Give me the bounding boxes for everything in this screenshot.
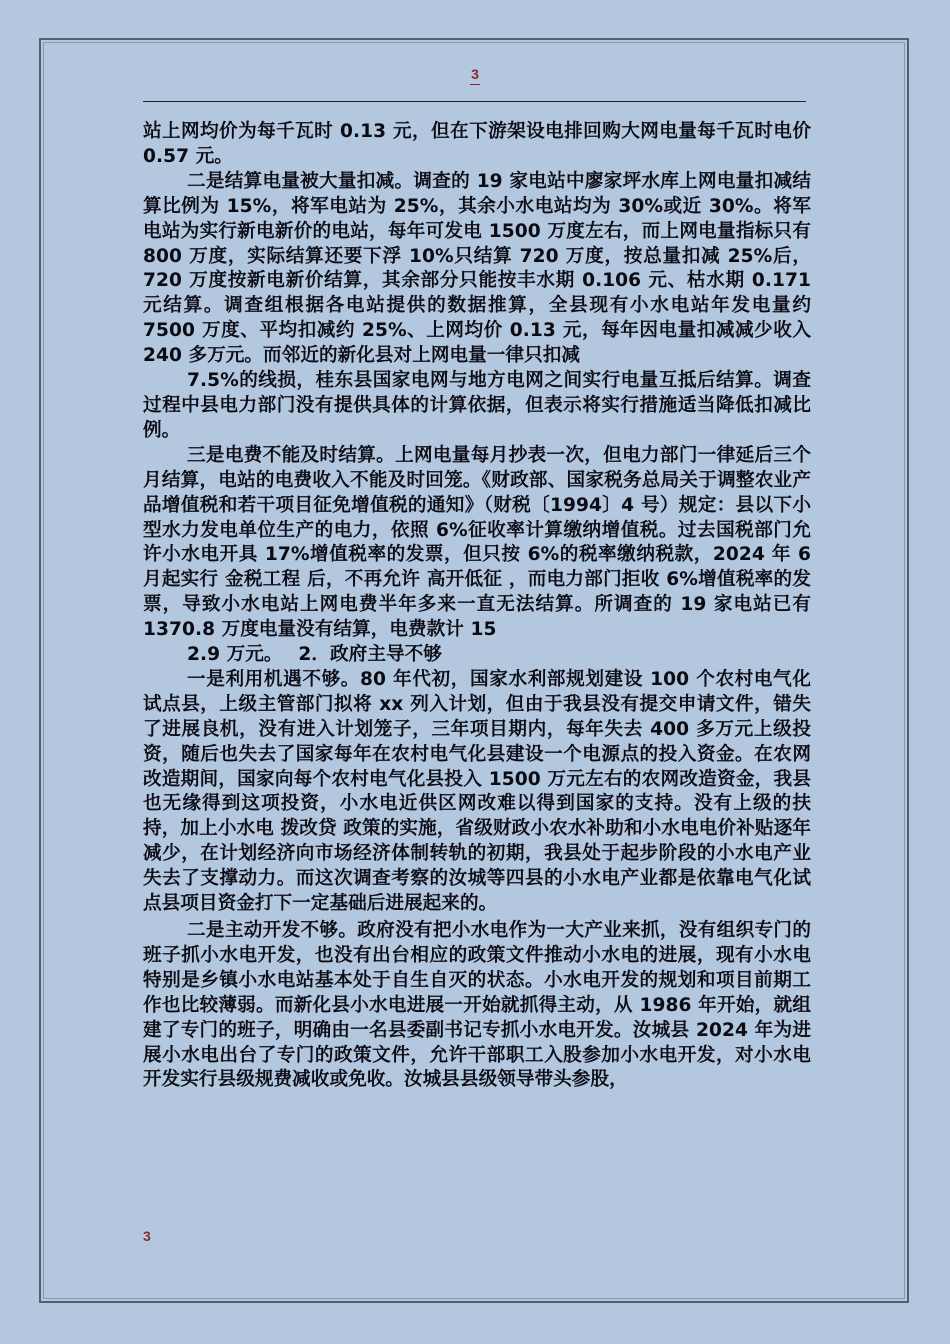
header-number-underline [470,84,480,85]
paragraph-settlement-deduction: 二是结算电量被大量扣减。调查的 19 家电站中廖家坪水库上网电量扣减结算比例为 15%，将军电站为 25%，其余小水电站均为 30%或近 30%。将军电站为实行新电新价的电站，每年可发电 1500 万度左右，而上网电量指标只有 800 万度，实际结算还要下浮 10%只结算 720 万度，按总量扣减 25%后，720 万度按新电新价结算，其余部分只能按丰水期 0.106 元、枯水期 0.171 元结算。调查组根据各电站提供的数据推算，全县现有小水电站年发电量约 7500 万度、平均扣减约 25%、上网均价 0.13 元，每年因电量扣减减少收入 240 多万元。而邻近的新化县对上网电量一律只扣减 [143,170,811,367]
paragraph-initiative: 二是主动开发不够。政府没有把小水电作为一大产业来抓，没有组织专门的班子抓小水电开发，也没有出台相应的政策文件推动小水电的进展，现有小水电特别是乡镇小水电站基本处于自生自灭的状态。小水电开发的规划和项目前期工作也比较薄弱。而新化县小水电进展一开始就抓得主动，从 1986 年开始，就组建了专门的班子，明确由一名县委副书记专抓小水电开发。汝城县 2024 年为进展小水电出台了专门的政策文件，允许干部职工入股参加小水电开发，对小水电开发实行县级规费减收或免收。汝城县县级领导带头参股， [143,920,811,1091]
paragraph-opportunity: 一是利用机遇不够。80 年代初，国家水利部规划建设 100 个农村电气化试点县，上级主管部门拟将 xx 列入计划，但由于我县没有提交申请文件，错失了进展良机，没有进入计划笼子，三年项目期内，每年失去 400 多万元上级投资，随后也失去了国家每年在农村电气化县建设一个电源点的投入资金。在农网改造期间，国家向每个农村电气化县投入 1500 万元左右的农网改造资金，我县也无缘得到这项投资，小水电近供区网改难以得到国家的支持。没有上级的扶持，加上小水电 拨改贷 政策的实施，省级财政小农水补助和小水电电价补贴逐年减少，在计划经济向市场经济体制转轨的初期，我县处于起步阶段的小水电产业失去了支撑动力。而这次调查考察的汝城等四县的小水电产业都是依靠电气化试点县项目资金打下一定基础后进展起来的。 [143,668,811,915]
header-page-number: 3 [471,66,479,82]
paragraph-continuation: 站上网均价为每千瓦时 0.13 元，但在下游架设电排回购大网电量每千瓦时电价 0.57 元。 [143,121,811,167]
header-rule [143,101,806,102]
paragraph-line-loss: 7.5%的线损，桂东县国家电网与地方电网之间实行电量互抵后结算。调查过程中县电力部门没有提供具体的计算依据，但表示将实行措施适当降低扣减比例。 [143,370,811,441]
paragraph-fee-settlement: 三是电费不能及时结算。上网电量每月抄表一次，但电力部门一律延后三个月结算，电站的电费收入不能及时回笼。《财政部、国家税务总局关于调整农业产品增值税和若干项目征免增值税的通知》（财税〔1994〕4 号）规定：县以下小型水力发电单位生产的电力，依照 6%征收率计算缴纳增值税。过去国税部门允许小水电开具 17%增值税率的发票，但只按 6%的税率缴纳税款，2024 年 6 月起实行 金税工程 后，不再允许 高开低征 ，而电力部门拒收 6%增值税率的发票，导致小水电站上网电费半年多来一直无法结算。所调查的 19 家电站已有 1370.8 万度电量没有结算，电费款计 15 [143,444,811,641]
footer-page-number: 3 [143,1228,151,1244]
document-body [143,120,811,1093]
paragraph-government-heading: 2.9 万元。 2．政府主导不够 [187,644,442,666]
